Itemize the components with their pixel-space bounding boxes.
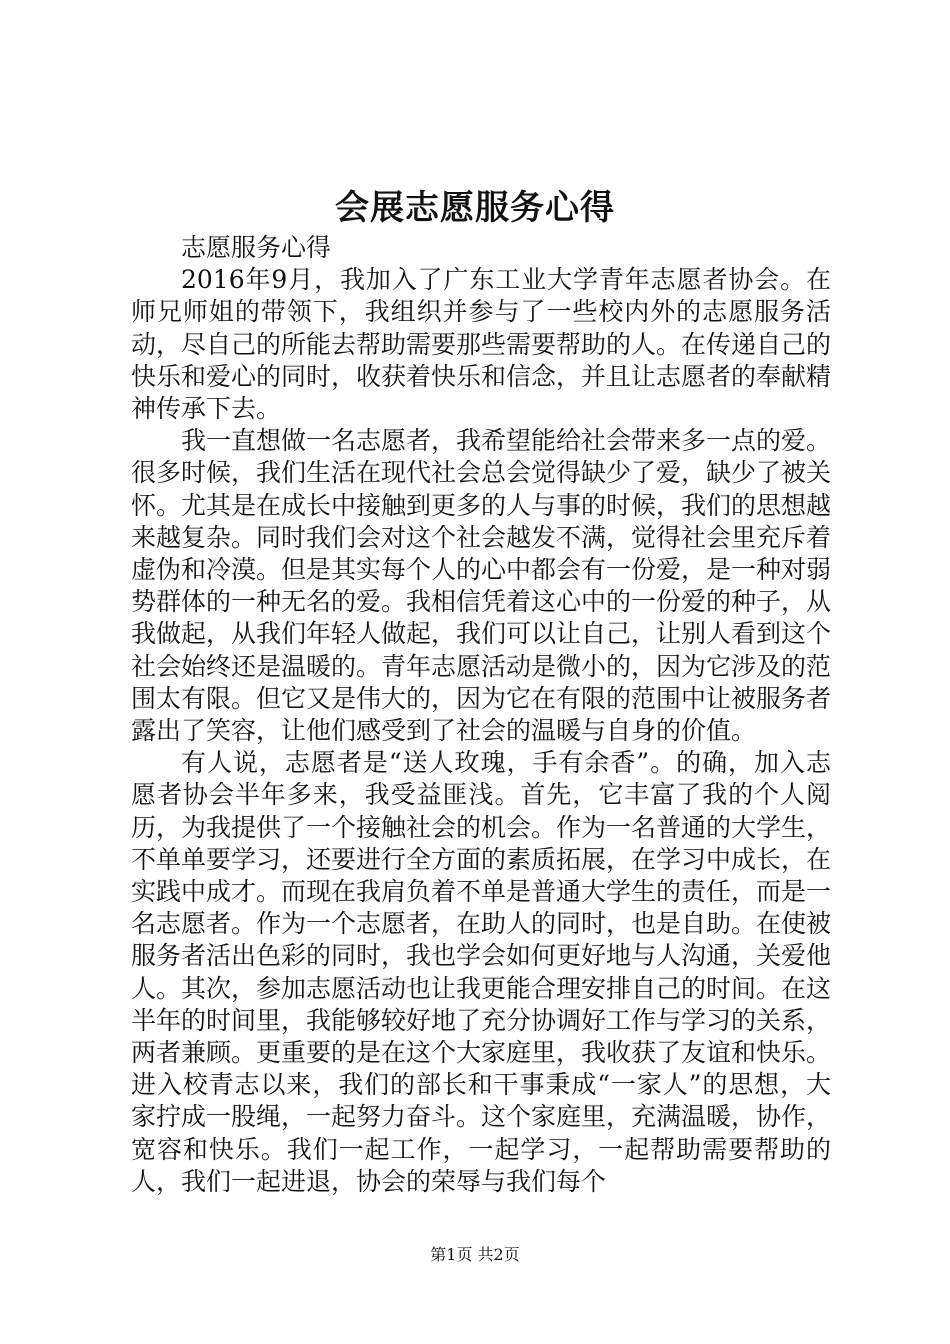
page-number-footer: 第1页 共2页 [430, 1245, 520, 1264]
paragraph-2: 我一直想做一名志愿者，我希望能给社会带来多一点的爱。很多时候，我们生活在现代社会总会觉得缺少了爱，缺少了被关怀。尤其是在成长中接触到更多的人与事的时候，我们的思想越来越复杂。同时我们会对这个社会越发不满，觉得社会里充斥着虚伪和冷漠。但是其实每个人的心中都会有一份爱，是一种对弱势群体的一种无名的爱。我相信凭着这心中的一份爱的种子，从我做起，从我们年轻人做起，我们可以让自己，让别人看到这个社会始终还是温暖的。青年志愿活动是微小的，因为它涉及的范围太有限。但它又是伟大的，因为它在有限的范围中让被服务者露出了笑容，让他们感受到了社会的温暖与自身的价值。 [131, 426, 832, 746]
document-title: 会展志愿服务心得 [335, 188, 615, 228]
document-body [131, 232, 831, 1198]
paragraph-3: 有人说，志愿者是“送人玫瑰，手有余香”。的确，加入志愿者协会半年多来，我受益匪浅。首先，它丰富了我的个人阅历，为我提供了一个接触社会的机会。作为一名普通的大学生，不单单要学习，还要进行全方面的素质拓展，在学习中成长，在实践中成才。而现在我肩负着不单是普通大学生的责任，而是一名志愿者。作为一个志愿者，在助人的同时，也是自助。在使被服务者活出色彩的同时，我也学会如何更好地与人沟通，关爱他人。其次，参加志愿活动也让我更能合理安排自己的时间。在这半年的时间里，我能够较好地了充分协调好工作与学习的关系，两者兼顾。更重要的是在这个大家庭里，我收获了友谊和快乐。进入校青志以来，我们的部长和干事秉成“一家人”的思想，大家拧成一股绳，一起努力奋斗。这个家庭里，充满温暖，协作，宽容和快乐。我们一起工作，一起学习，一起帮助需要帮助的人，我们一起进退，协会的荣辱与我们每个 [131, 748, 832, 1196]
paragraph-subtitle: 志愿服务心得 [181, 233, 332, 262]
paragraph-1: 2016年9月，我加入了广东工业大学青年志愿者协会。在师兄师姐的带领下，我组织并参与了一些校内外的志愿服务活动，尽自己的所能去帮助需要那些需要帮助的人。在传递自己的快乐和爱心的同时，收获着快乐和信念，并且让志愿者的奉献精神传承下去。 [131, 265, 832, 424]
